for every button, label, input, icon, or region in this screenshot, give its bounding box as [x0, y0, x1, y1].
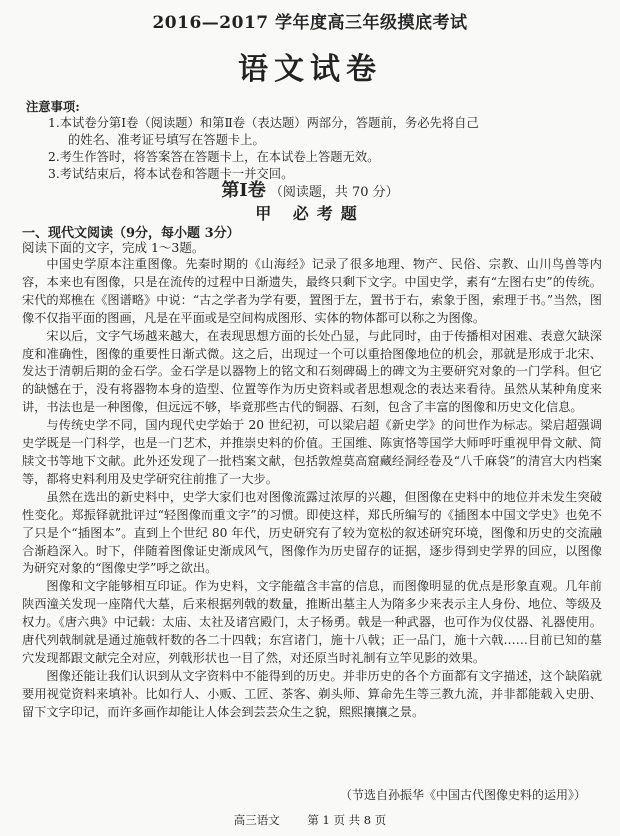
source-citation: （节选自孙振华《中国古代图像史料的运用》） [339, 788, 586, 802]
passage-paragraph: 图像和文字能够相互印证。作为史料，文字能蕴含丰富的信息，而图像明显的优点是形象直观。几年前陕西潼关发现一座隋代大墓，后来根据列戟的数量，推断出墓主人为隋多少来表示主人身份、地位、等级及权力。《唐六典》中记载：太庙、太社及诸宫殿门，太子杨勇。戟是一种武器，也可作为仪仗器、礼器使用。唐代列戟制就是通过施戟杆数的各二十四戟；东宫诸门，施十八戟；正一品门，施十六戟……目前已知的墓穴发现都跟文献完全对应，列戟形状也一目了然，对还原当时礼制有立竿见影的效果。 [22, 579, 602, 665]
notice-item-1-cont: 的姓名、准考证号填写在答题卡上。 [68, 133, 265, 147]
notice-item-3: 3.考试结束后，将本试卷和答题卡一并交回。 [48, 167, 294, 181]
question-instruction: 阅读下面的文字，完成 1～3题。 [22, 240, 205, 255]
passage-paragraph: 与传统史学不同，国内现代史学始于 20 世纪初，可以梁启超《新史学》的问世作为标志。梁启超强调史学既是一门科学，也是一门艺术，并推崇史料的价值。王国维、陈寅恪等国学大师呼吁重视甲骨文献、简牍文书等地下文献。此外还发现了一批档案文献，包括敦煌莫高窟藏经洞经卷及“八千麻袋”的清宫大内档案等，都将史料利用及史学研究往前推了一大步。 [22, 418, 602, 486]
footer-page-number: 第 1 页 共 8 页 [307, 813, 387, 827]
volume-heading [0, 176, 620, 202]
passage-paragraph: 虽然在选出的新史料中，史学大家们也对图像流露过浓厚的兴趣，但图像在史料中的地位并未发生突破性变化。郑振铎就批评过“轻图像而重文字”的习惯。即使这样，郑氏所编写的《插图本中国文学史》也免不了只是个“插图本”。直到上个世纪 80 年代，历史研究有了较为宽松的叙述研究环境，图像和历史的交流融合渐趋深入。时下，伴随着图像证史渐成风气，图像作为历史留存的证据，逐步得到史学界的回应，以图像为研究对象的“图像史学”呼之欲出。 [22, 489, 602, 576]
part-heading: 甲 必考题 [255, 204, 365, 223]
notice-item-2: 2.考生作答时，将答案答在答题卡上，在本试卷上答题无效。 [48, 150, 380, 164]
exam-subject-title: 语文试卷 [238, 52, 382, 87]
passage-paragraph: 宋以后，文字气场越来越大，在表现思想方面的长处凸显，与此同时，由于传播相对困难、表意欠缺深度和准确性，图像的重要性日渐式微。这之后，出现过一个可以重拾图像地位的机会，那就是形成于北宋、发达于清朝后期的金石学。金石学是以器物上的铭文和石刻碑碣上的碑文为主要研究对象的一门学科。但它的缺憾在于，没有将器物本身的造型、位置等作为历史资料或者思想观念的表达来看待。虽然从某种角度来讲，书法也是一种图像，但远远不够，毕竟那些古代的铜器、石刻，包含了丰富的图像和历史文化信息。 [22, 328, 602, 415]
footer-subject: 高三语文 [233, 813, 280, 827]
exam-year-title: 2016—2017 学年度高三年级摸底考试 [152, 13, 468, 33]
notice-item-1: 1.本试卷分第Ⅰ卷（阅读题）和第Ⅱ卷（表达题）两部分，答题前，务必先将自己 [48, 116, 479, 130]
passage-paragraph: 中国史学原本注重图像。先秦时期的《山海经》记录了很多地理、物产、民俗、宗教、山川鸟兽等内容，本来也有图像，只是在流传的过程中日渐遗失，最终只剩下文字。中国史学，素有“左图右史”的传统。宋代的郑樵在《图谱略》中说：“古之学者为学有要，置图于左，置书于右，索象于图，索理于书。”当然，图像不仅指平面的图画，凡是在平面或是空间构成图形、实体的物体都可以称之为图像。 [22, 257, 602, 325]
question-heading: 一、现代文阅读（9分，每小题 3分） [22, 226, 240, 241]
passage-paragraph: 图像还能让我们认识到从文字资料中不能得到的历史。并非历史的各个方面都有文字描述，这个缺陷就要用视觉资料来填补。比如行人、小贩、工匠、茶客、剃头师、算命先生等三教九流，并非都能载入史册、留下文字印记，而许多画作却能让人体会到芸芸众生之貌，熙熙攘攘之景。 [22, 668, 602, 719]
reading-passage [22, 256, 602, 722]
volume-note: （阅读题，共 70 分） [269, 185, 399, 200]
notice-block [26, 98, 606, 183]
volume-label: 第Ⅰ卷 [221, 180, 266, 201]
notice-heading: 注意事项: [26, 99, 80, 114]
page-footer [0, 812, 620, 828]
